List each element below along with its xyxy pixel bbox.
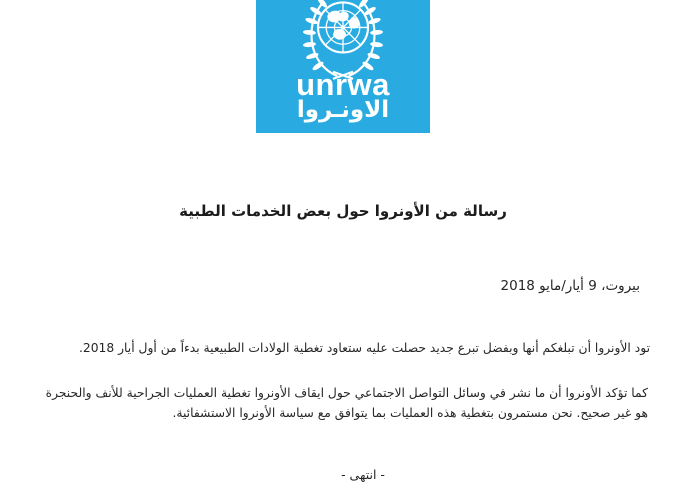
paragraph-2-line-1: كما تؤكد الأونروا أن ما نشر في وسائل التواصل الاجتماعي حول ايقاف الأونروا تغطية العمليات الجراحية للأنف والحنجرة [45, 386, 648, 400]
logo-latin-text: unrwa [296, 67, 390, 102]
letter-title: رسالة من الأونروا حول بعض الخدمات الطبية [179, 202, 507, 220]
paragraph-1: تود الأونروا أن تبلغكم أنها وبفضل تبرع جديد حصلت عليه ستعاود تغطية الولادات الطبيعية بدءاً من أول أيار 2018. [78, 341, 650, 355]
paragraph-2 [46, 383, 648, 423]
logo-arabic-text: الاونـروا [296, 97, 390, 123]
paragraph-2-line-2: هو غير صحيح. نحن مستمرون بتغطية هذه العمليات بما يتوافق مع سياسة الأونروا الاستشفائية. [172, 406, 648, 420]
unrwa-logo [256, 0, 430, 133]
end-mark: - انتهى - [341, 467, 385, 482]
dateline: بيروت، 9 أيار/مايو 2018 [500, 278, 640, 294]
